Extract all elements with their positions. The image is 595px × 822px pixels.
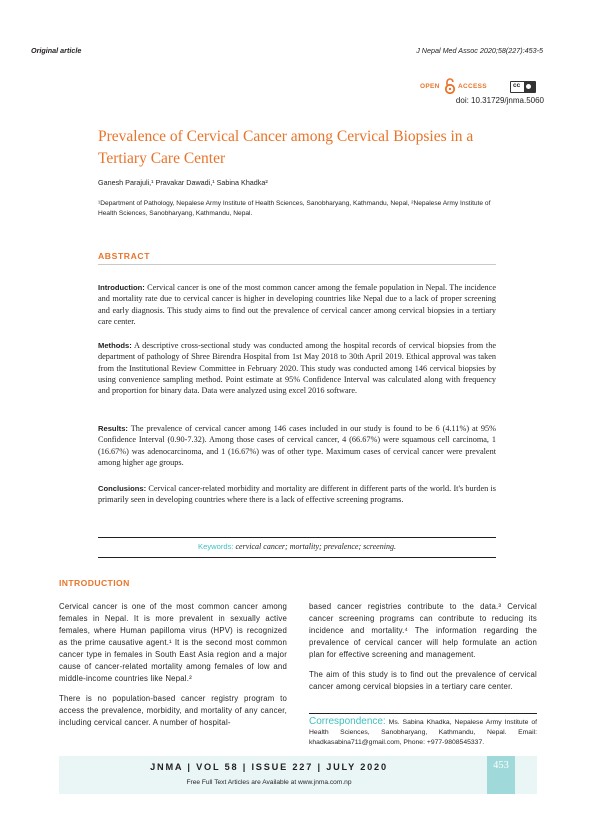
keywords-bottom-rule: [98, 557, 496, 558]
open-access-right-label: ACCESS: [458, 83, 487, 90]
keywords: [98, 542, 496, 551]
abstract-methods-label: Methods:: [98, 341, 132, 350]
abstract-heading: ABSTRACT: [98, 251, 151, 261]
abstract-divider: [98, 264, 496, 265]
abstract-introduction-text: Cervical cancer is one of the most common cancer among the female population in Nepal. The incidence and mortality rate due to cervical cancer is higher in developing countries like Nepal due to a lack of proper screening and early diagnosis. This study aims to find out the prevalence of cervical cancer among cervical biopsies in a tertiary care center.: [98, 283, 496, 326]
correspondence-label: Correspondence:: [309, 716, 386, 727]
cc-label: cc: [513, 82, 521, 89]
abstract-conclusions-label: Conclusions:: [98, 484, 147, 493]
correspondence-text: Ms. Sabina Khadka, Nepalese Army Institute of Health Sciences, Sanobharyang, Kathmandu, Nepal. Email: khadkasabina711@gmail.com, Phone: +977-9808545337.: [309, 719, 537, 746]
keywords-top-rule: [98, 537, 496, 538]
keywords-text: cervical cancer; mortality; prevalence; screening.: [233, 542, 396, 551]
abstract-introduction-label: Introduction:: [98, 283, 145, 292]
introduction-paragraph: The aim of this study is to find out the prevalence of cervical cancer among cervical biopsies in a tertiary care center.: [309, 670, 537, 691]
open-access-left-label: OPEN: [420, 83, 440, 90]
abstract-methods-text: A descriptive cross-sectional study was conducted among the hospital records of cervical biopsies from the department of pathology of Shree Birendra Hospital from 1st May 2018 to 30th April 2019. Ethical approval was taken from the Institutional Review Committee in February 2020. This study was conducted among 146 cervical biopsies by using convenience sampling method. Point estimate at 95% Confidence Interval was calculated along with frequency and proportion for binary data. Data were analyzed using excel 2016 software.: [98, 341, 496, 396]
introduction-paragraph: based cancer registries contribute to the data.³ Cervical cancer screening programs can contribute to reducing its incidence and mortality.⁴ The information regarding the prevalence of cervical cancer will help formulate an action plan for effective screening and management.: [309, 602, 537, 659]
introduction-column-right: [309, 601, 537, 701]
cc-license-icon: [510, 81, 536, 93]
abstract-results-label: Results:: [98, 424, 128, 433]
footer-journal-issue: JNMA | VOL 58 | ISSUE 227 | JULY 2020: [150, 762, 388, 772]
abstract-introduction: [98, 282, 496, 327]
abstract-conclusions-text: Cervical cancer-related morbidity and mortality are different in different parts of the world. It's burden is primarily seen in developing countries where there is a lack of effective screening programs.: [98, 484, 496, 505]
correspondence: [309, 717, 537, 748]
introduction-column-left: [59, 601, 287, 737]
open-access-badge: [420, 78, 540, 94]
article-type-label: Original article: [31, 46, 82, 55]
page-number: 453: [493, 760, 509, 771]
journal-reference: J Nepal Med Assoc 2020;58(227):453-5: [416, 46, 543, 55]
abstract-results-text: The prevalence of cervical cancer among 146 cases included in our study is found to be 6 (4.11%) at 95% Confidence Interval (0.90-7.32). Among those cases of cervical cancer, 4 (66.67%) were squamous cell carcinoma, 1 (16.67%) was adenocarcinoma, and 1 (16.67%) was of other type. Maximum cases of cervical cancer were prevalent among higher age groups.: [98, 424, 496, 467]
abstract-results: [98, 423, 496, 468]
introduction-heading: INTRODUCTION: [59, 578, 130, 588]
abstract-methods: [98, 340, 496, 396]
introduction-paragraph: There is no population-based cancer registry program to access the prevalence, morbidity, and mortality of any cancer, including cervical cancer. A number of hospital-: [59, 694, 287, 727]
authors: Ganesh Parajuli,¹ Pravakar Dawadi,¹ Sabina Khadka²: [98, 178, 268, 187]
correspondence-divider: [309, 713, 537, 714]
keywords-label: Keywords:: [198, 542, 234, 551]
abstract-conclusions: [98, 483, 496, 506]
affiliations: ¹Department of Pathology, Nepalese Army Institute of Health Sciences, Sanobharyang, Kathmandu, Nepal, ²Nepalese Army Institute of Health Sciences, Sanobharyang, Kathmandu, Nepal.: [98, 200, 491, 217]
footer-website-note[interactable]: Free Full Text Articles are Available at www.jnma.com.np: [186, 779, 352, 786]
doi[interactable]: doi: 10.31729/jnma.5060: [455, 96, 544, 105]
article-title: Prevalence of Cervical Cancer among Cervical Biopsies in a Tertiary Care Center: [98, 128, 474, 167]
open-access-lock-icon: [443, 78, 457, 94]
introduction-paragraph: Cervical cancer is one of the most common cancer among females in Nepal. It is more prevalent in sexually active females, where Human papilloma virus (HPV) is recognized as the prime causative agent.¹ It is the second most common cancer type in females in South East Asia region and a major cause of cancer-related mortality among females of low and middle-income countries like Nepal.²: [59, 602, 287, 683]
